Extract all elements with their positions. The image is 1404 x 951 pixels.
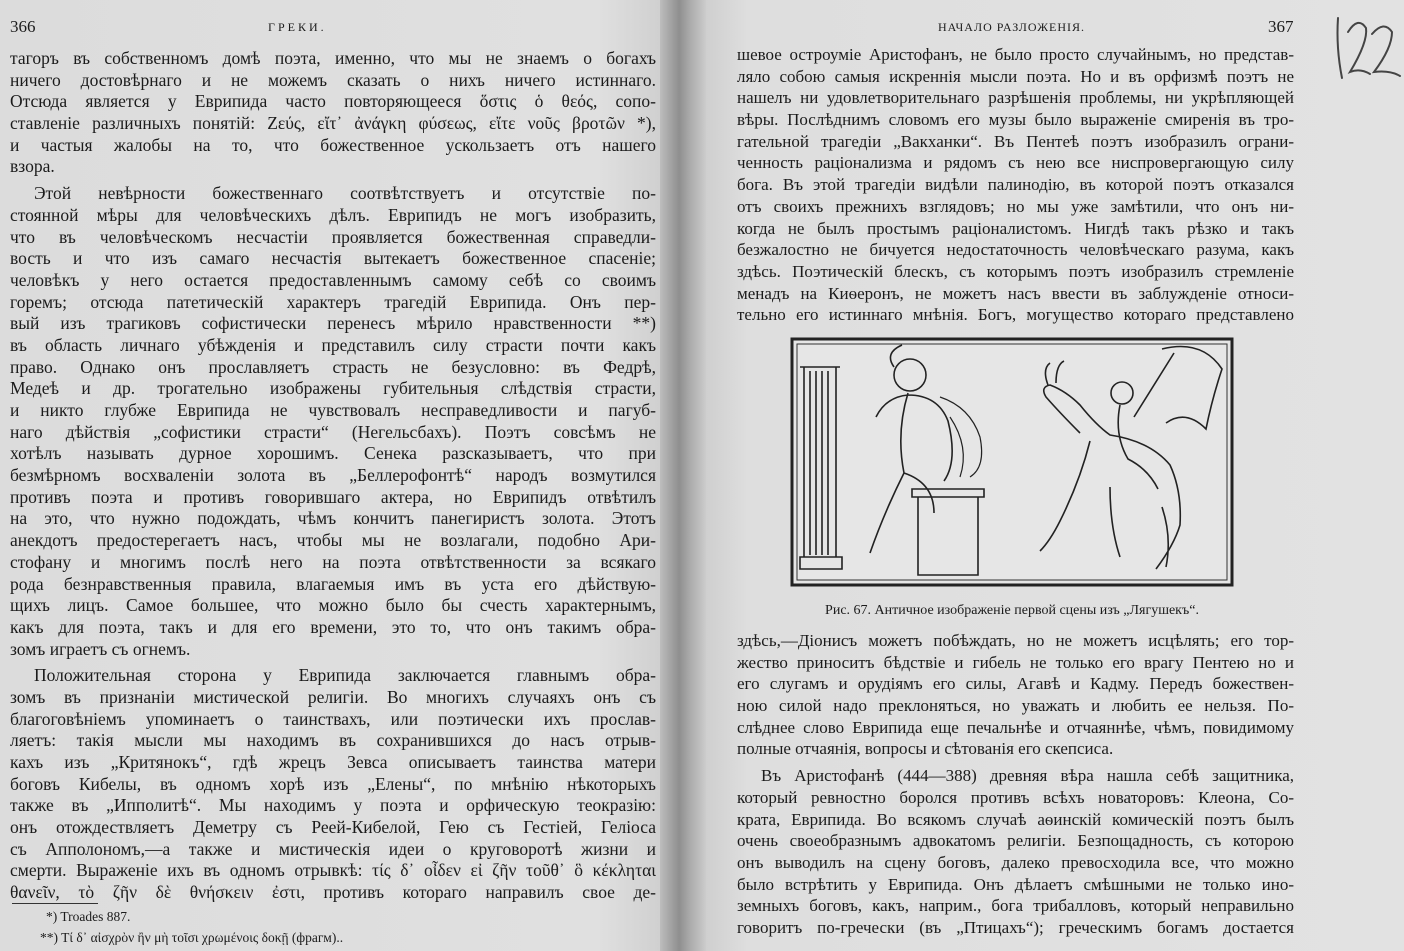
paragraph [10, 183, 656, 660]
text-line: который ревностно боролся противъ всѣхъ новаторовъ: Клеона, Со- [737, 787, 1294, 807]
text-line: полные отчаянія, вопросы и сѣтованія его скепсиса. [737, 739, 1114, 759]
text-line: рода безнравственныя правила, влагаемыя имъ въ уста его дѣйствую- [10, 573, 656, 594]
text-line: θανεῖν, τὸ ζῆν δὲ θνήσκειν ἐστι, противъ котораго направилъ свое де- [10, 882, 656, 903]
text-line: хотѣлъ называть дурное хорошимъ. Сенека разсказываетъ, что при [10, 443, 656, 464]
text-line: шевое остроуміе Аристофанъ, не было просто случайнымъ, но представ- [737, 45, 1294, 64]
text-line: ляло собою самыя искреннія мысли поэта. Но и въ орфизмѣ поэтъ не [737, 66, 1294, 86]
text-line: жество приноситъ бѣдствіе и гибель не только его врагу Пентею но и [737, 652, 1294, 672]
paragraph [737, 44, 1294, 326]
text-line: когда не былъ простымъ раціоналистомъ. Нигдѣ такъ рѣзко и такъ [737, 218, 1294, 238]
text-line: взора. [10, 156, 55, 177]
text-line: бога. Въ этой трагедіи видѣли палинодію, въ которой поэтъ отказался [737, 175, 1294, 195]
text-line: слѣднее слово Еврипида еще печальнѣе и отчаяннѣе, чѣмъ, повидимому [737, 717, 1294, 737]
text-line: крата, Еврипида. Во всякомъ случаѣ аѳинскій комическій поэтъ былъ [737, 809, 1294, 829]
text-line: благоговѣніемъ упоминаетъ о таинствахъ, или поэтически ихъ прослав- [10, 708, 656, 729]
text-line: противъ поэта и противъ говорившаго актера, но Еврипидъ отвѣтилъ [10, 486, 656, 507]
text-line: здѣсь. Поэтическій блескъ, съ которымъ поэтъ изобразилъ стремленіе [737, 261, 1294, 281]
text-line: было встрѣтить у Еврипида. Онъ дѣлаетъ смѣшными не только ино- [737, 874, 1294, 894]
text-line: онъ выводилъ на сцену боговъ, далеко превосходила все, что можно [737, 852, 1294, 872]
text-line: Въ Аристофанѣ (444—388) древняя вѣра нашла себѣ защитника, [761, 766, 1294, 786]
text-line: вѣры. Послѣднимъ словомъ его музы было выраженіе смиренія въ тро- [737, 110, 1294, 130]
text-line: щихъ лицъ. Самое большее, что можно было бы счесть характернымъ, [10, 595, 656, 616]
body-text [737, 630, 1294, 944]
book-gutter [660, 0, 708, 951]
paragraph [10, 48, 656, 178]
text-line: земныхъ боговъ, какъ, наприм., бога трибалловъ, который неправильно [737, 896, 1294, 916]
text-line: кахъ изъ „Критянокъ“, гдѣ жрецъ Зевса описываетъ таинства матери [10, 752, 656, 772]
paragraph [10, 665, 656, 904]
text-line: Медеѣ и др. трогательно изображены губительныя слѣдствія страсти, [10, 378, 656, 399]
text-line: Этой невѣрности божественнаго соотвѣтствуетъ и отсутствіе по- [34, 183, 656, 204]
text-line: право. Однако онъ прославляетъ страсть не безусловно: въ Федрѣ, [10, 356, 656, 377]
text-line: ною силой надо преклоняться, но уважать и любить ее нельзя. По- [737, 696, 1294, 716]
text-line: ничего достовѣрнаго и не можемъ сказать о нихъ ничего истиннаго. [10, 69, 656, 90]
text-line: и частыя жалобы на то, что божественное ускользаетъ отъ нашего [10, 134, 656, 155]
text-line: Отсюда является у Еврипида часто повторяющееся ὅστις ὁ θεός, сопо- [10, 91, 656, 112]
handwritten-page-number [1328, 6, 1402, 82]
text-line: говоритъ по-гречески (въ „Птицахъ“); греческимъ богамъ достается [737, 917, 1294, 937]
body-text [10, 48, 656, 909]
text-line: наго дѣйствія „софистики страсти“ (Негельсбахъ). Поэтъ совсѣмъ не [10, 421, 656, 442]
text-line: горемъ; отсюда патетическій характеръ трагедій Еврипида. Онъ пер- [10, 291, 656, 312]
text-line: его слугамъ и орудіямъ его силы, Агавѣ и Кадму. Передъ божествен- [737, 674, 1294, 694]
text-line: боговъ Кибелы, въ одномъ хорѣ изъ „Елены“, по мнѣнію нѣкоторыхъ [10, 773, 656, 794]
footnote-divider [12, 903, 98, 904]
running-head: ГРЕКИ. [268, 20, 327, 34]
footnotes [40, 906, 343, 948]
text-line: тагоръ въ собственномъ домѣ поэта, именно, что мы не знаемъ о богахъ [10, 48, 656, 68]
page-number: 367 [1268, 17, 1294, 36]
text-line: тельно его истиннаго мнѣнія. Богъ, могущество котораго представлено [737, 305, 1294, 325]
text-line: менадъ на Киѳеронъ, не можетъ насъ ввести въ заблужденіе относи- [737, 283, 1294, 303]
text-line: здѣсь,—Діонисъ можетъ побѣждать, но не можетъ исцѣлять; его тор- [737, 631, 1294, 650]
body-text [737, 44, 1294, 331]
figure-caption: Рис. 67. Античное изображеніе первой сцены изъ „Лягушекъ“. [825, 603, 1199, 618]
text-line: стоянной мѣры для человѣческихъ дѣлъ. Еврипидъ не могъ изобразить, [10, 204, 656, 225]
text-line: человѣкъ у него остается предоставленнымъ самому себѣ со своимъ [10, 269, 656, 290]
figure-illustration [790, 337, 1234, 587]
left-page [0, 0, 664, 951]
right-page [706, 0, 1404, 951]
paragraph [737, 765, 1294, 939]
text-line: зомъ играетъ съ огнемъ. [10, 638, 191, 659]
text-line: вость и что изъ самаго несчастія вытекаетъ божественное спасеніе; [10, 248, 656, 269]
text-line: что въ человѣческомъ несчастіи проявляется божественная справедли- [10, 226, 656, 247]
text-line: онъ отождествляетъ Деметру съ Реей-Кибелой, Гею съ Гестіей, Геліоса [10, 817, 656, 838]
running-head: НАЧАЛО РАЗЛОЖЕНІЯ. [938, 20, 1086, 34]
text-line: безмѣрномъ восхваленіи золота въ „Беллерофонтѣ“ народъ возмутился [10, 465, 656, 486]
text-line: гательной трагедіи „Вакханки“. Въ Пентеѣ поэтъ изобразилъ ограни- [737, 131, 1294, 151]
text-line: нашелъ ни удовлетворительнаго разрѣшенія проблемы, ни укрѣпляющей [737, 88, 1294, 108]
text-line: отъ своихъ прежнихъ взглядовъ; но мы уже замѣтили, что онъ ни- [737, 196, 1294, 216]
text-line: ляетъ: такія мысли мы находимъ въ сохранившихся до насъ отрыв- [10, 730, 656, 751]
text-line: очень своеобразнымъ адвокатомъ религіи. Безпощадность, съ которою [737, 831, 1294, 851]
footnote: **) Τί δ᾽ αἰσχρὸν ἢν μὴ τοῖσι χρωμένοις δοκῇ (фрагм).. [40, 930, 344, 945]
text-line: смерти. Выраженіе ихъ въ одномъ отрывкѣ: τίς δ᾽ οἶδεν εἰ ζῆν τοῦθ᾽ ὃ κέκληται [10, 860, 656, 881]
text-line: въ область личнаго убѣжденія и представилъ силу страсти почти какъ [10, 334, 656, 355]
text-line: ченность раціонализма и рядомъ съ нею все ниспровергающую силу [737, 153, 1294, 173]
text-line: зомъ въ признаніи мистической религіи. Во многихъ случаяхъ онъ съ [10, 686, 656, 707]
text-line: безжалостно не бичуется недостаточность человѣческаго разума, какъ [737, 240, 1294, 260]
text-line: и никто глубже Еврипида не чувствовалъ несправедливости и пагуб- [10, 400, 656, 420]
text-line: какъ для поэта, такъ и для его времени, это то, что онъ такимъ обра- [10, 616, 656, 637]
page-number: 366 [10, 17, 36, 36]
text-line: стофану и многимъ послѣ него на поэта отвѣтственности за всякаго [10, 551, 656, 572]
footnote: *) Troades 887. [46, 909, 131, 924]
text-line: также въ „Ипполитѣ“. Мы находимъ у поэта и орфическую теокразію: [10, 795, 656, 816]
text-line: ставленіе различныхъ понятій: Ζεύς, εἴτ᾽ ἀνάγκη φύσεως, εἴτε νοῦς βροτῶν *), [10, 113, 656, 134]
text-line: съ Апполономъ,—а также и мистическія идеи о круговоротѣ жизни и [10, 838, 656, 859]
text-line: Положительная сторона у Еврипида заключается главнымъ обра- [34, 665, 656, 686]
text-line: вый изъ трагиковъ софистически перенесъ мѣрило нравственности **) [10, 313, 656, 334]
paragraph [737, 630, 1294, 760]
text-line: на это, что нужно подождать, чѣмъ кончитъ панегиристъ золота. Этотъ [10, 508, 656, 529]
text-line: анекдотъ предостерегаетъ насъ, чтобы мы не возлагали, подобно Ари- [10, 530, 656, 551]
